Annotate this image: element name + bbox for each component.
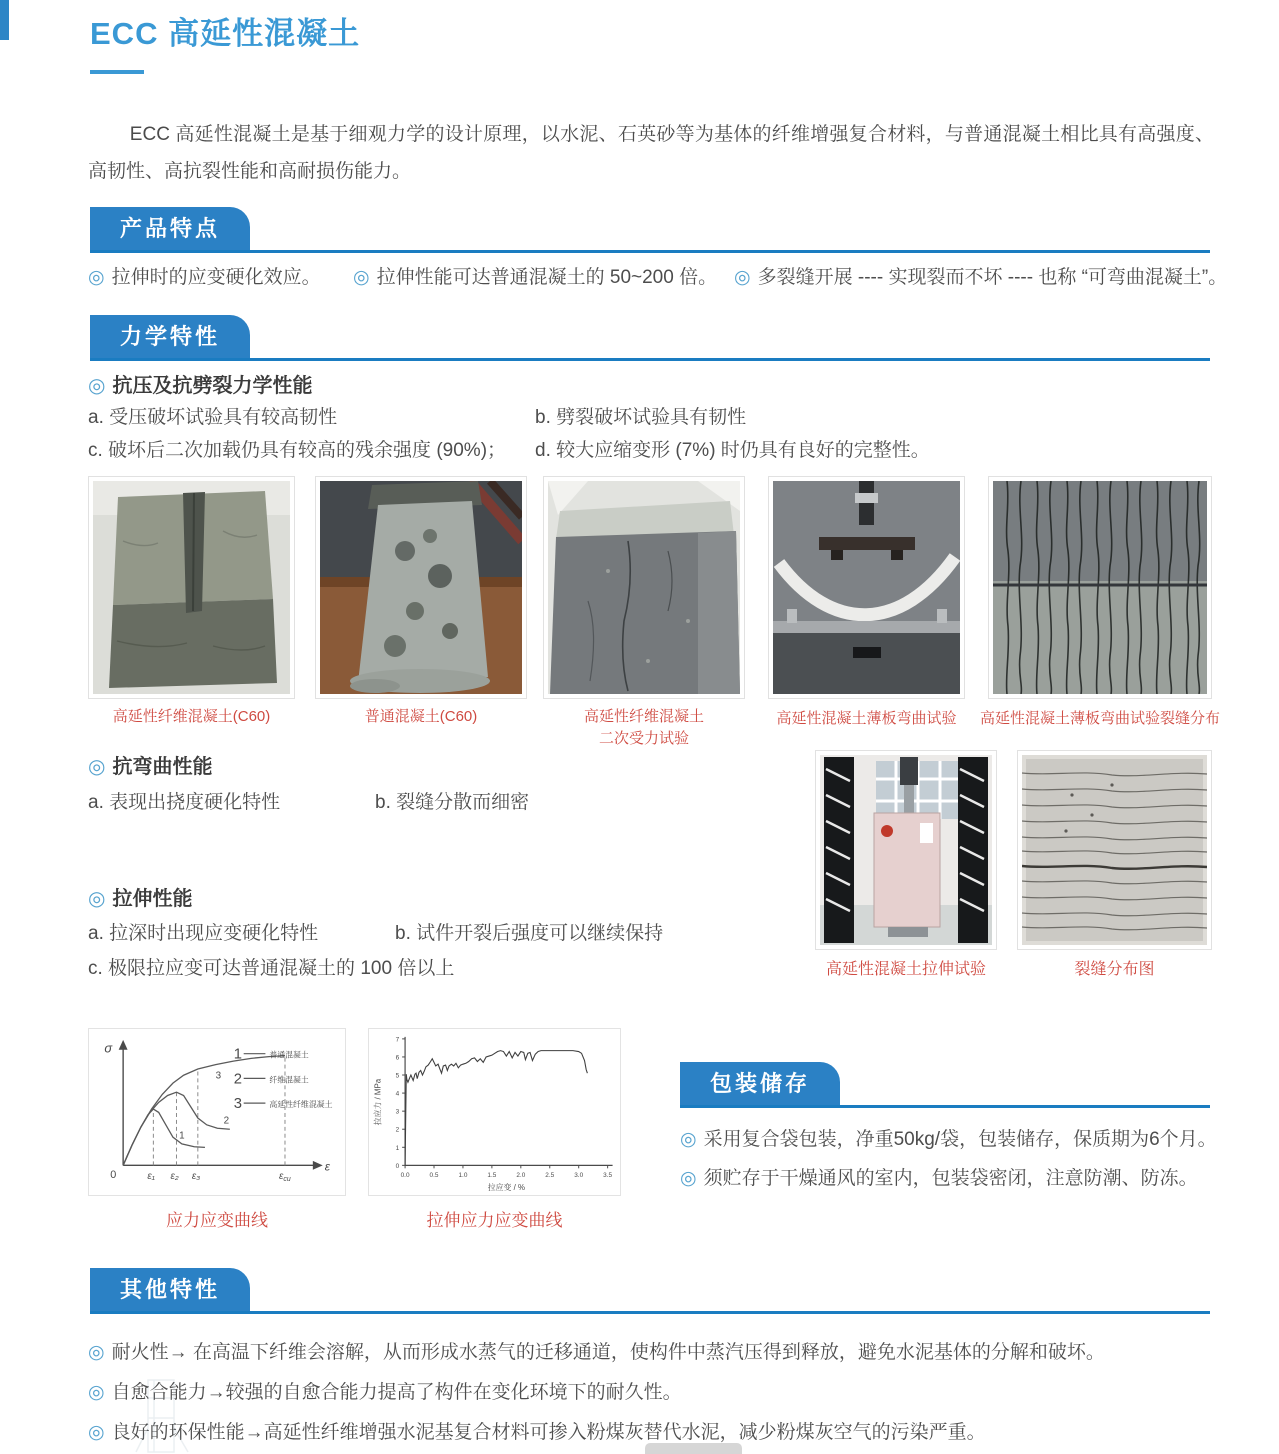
horizontal-cracks-image — [1022, 755, 1207, 945]
svg-text:3: 3 — [233, 1096, 243, 1113]
compression-item-a: a. 受压破坏试验具有较高韧性 — [88, 407, 338, 428]
photo-ecc-c60-compression — [88, 476, 295, 699]
tensile-chart-svg — [369, 1029, 620, 1195]
compression-item-c: c. 破坏后二次加载仍具有较高的残余强度 (90%)； — [88, 440, 507, 461]
svg-text:3.0: 3.0 — [574, 1172, 584, 1180]
crack-map-caption: 裂缝分布图 — [1074, 961, 1155, 978]
ring-bullet-icon: ◎ — [88, 888, 106, 910]
tension-item-b: b. 试件开裂后强度可以继续保持 — [395, 923, 664, 944]
ring-bullet-icon: ◎ — [734, 267, 751, 288]
ring-bullet-icon: ◎ — [680, 1168, 697, 1189]
title-underline — [90, 70, 144, 74]
svg-text:拉应变 / %: 拉应变 / % — [487, 1183, 525, 1193]
figure-caption-1: 高延性纤维混凝土(C60) — [112, 708, 271, 725]
bending-item-b: b. 裂缝分散而细密 — [375, 792, 530, 813]
svg-text:1.0: 1.0 — [458, 1172, 468, 1180]
figure-caption-5: 高延性混凝土薄板弯曲试验裂缝分布 — [980, 710, 1221, 727]
ring-bullet-icon: ◎ — [88, 1422, 105, 1443]
stress-strain-chart-caption: 应力应变曲线 — [166, 1211, 268, 1230]
stress-strain-chart — [88, 1028, 346, 1196]
section-other-heading: 其他特性 — [120, 1277, 221, 1302]
figure-caption-3: 高延性纤维混凝土 二次受力试验 — [583, 708, 704, 747]
packaging-item-2: ◎ 须贮存于干燥通风的室内，包装袋密闭，注意防潮、防冻。 — [680, 1168, 1198, 1189]
concrete-split-block-image — [93, 481, 290, 694]
figure-caption-2: 普通混凝土(C60) — [364, 708, 478, 725]
svg-text:2.0: 2.0 — [516, 1172, 526, 1180]
svg-text:εcu: $\varepsilon_{cu}$ — [279, 1171, 291, 1184]
tension-subheading: ◎ 拉伸性能 — [88, 888, 193, 910]
section-features-heading: 产品特点 — [120, 216, 221, 241]
svg-text:拉应力 / MPa: 拉应力 / MPa — [373, 1078, 383, 1126]
section-other-bar — [90, 1268, 1210, 1314]
crushed-concrete-image — [320, 481, 522, 694]
section-packaging-bar — [680, 1062, 1210, 1108]
figure-caption-4: 高延性混凝土薄板弯曲试验 — [776, 710, 957, 727]
svg-text:ε₁: ε₁ — [147, 1171, 155, 1183]
ring-bullet-icon: ◎ — [680, 1129, 697, 1150]
svg-text:3: 3 — [395, 1108, 400, 1116]
other-item-1: ◎ 耐火性→ 在高温下纤维会溶解，从而形成水蒸气的迁移通道，使构件中蒸汽压得到释放，避免水泥基体的分解和破坏。 — [88, 1342, 1105, 1363]
svg-text:1: 1 — [233, 1046, 243, 1063]
section-other-badge — [90, 1268, 250, 1311]
ring-bullet-icon: ◎ — [88, 267, 105, 288]
ring-bullet-icon: ◎ — [353, 267, 370, 288]
svg-text:7: 7 — [395, 1036, 400, 1044]
svg-text:2.5: 2.5 — [545, 1172, 555, 1180]
svg-text:4: 4 — [395, 1090, 400, 1098]
svg-text:0.5: 0.5 — [429, 1172, 439, 1180]
svg-text:6: 6 — [395, 1054, 400, 1062]
svg-text:5: 5 — [395, 1072, 400, 1080]
svg-text:1.5: 1.5 — [487, 1172, 497, 1180]
tensile-machine-image — [820, 755, 992, 945]
ring-bullet-icon: ◎ — [88, 375, 106, 397]
tension-item-c: c. 极限拉应变可达普通混凝土的 100 倍以上 — [88, 958, 455, 979]
tensile-stress-strain-chart — [368, 1028, 621, 1196]
section-features-bar — [90, 207, 1210, 253]
feature-item-2: ◎ 拉伸性能可达普通混凝土的 50~200 倍。 — [353, 267, 718, 288]
svg-text:3.5: 3.5 — [603, 1172, 613, 1180]
photo-ordinary-c60 — [315, 476, 527, 699]
bottom-page-artifact — [645, 1443, 742, 1454]
svg-text:0: 0 — [110, 1169, 117, 1182]
section-mechanics-bar — [90, 315, 1210, 361]
ring-bullet-icon: ◎ — [88, 756, 106, 778]
other-item-3: ◎ 良好的环保性能→高延性纤维增强水泥基复合材料可掺入粉煤灰替代水泥，减少粉煤灰空气的污染严重。 — [88, 1422, 986, 1443]
tension-item-a: a. 拉深时出现应变硬化特性 — [88, 923, 319, 944]
photo-tensile-test-machine — [815, 750, 997, 950]
svg-text:ε₃: ε₃ — [191, 1171, 201, 1183]
stress-strain-chart-svg — [89, 1029, 345, 1195]
section-packaging-heading: 包装储存 — [710, 1071, 811, 1096]
photo-ecc-secondary-load — [543, 476, 745, 699]
page-title: ECC 高延性混凝土 — [90, 16, 361, 51]
photo-bending-crack-distribution — [988, 476, 1212, 699]
svg-text:2: 2 — [395, 1126, 400, 1134]
feature-item-1: ◎ 拉伸时的应变硬化效应。 — [88, 267, 321, 288]
vertical-cracks-image — [993, 481, 1207, 694]
svg-text:1: 1 — [395, 1144, 400, 1152]
svg-text:普通混凝土: 普通混凝土 — [269, 1050, 309, 1060]
feature-item-3: ◎ 多裂缝开展 ---- 实现裂而不坏 ---- 也称 “可弯曲混凝土”。 — [734, 267, 1228, 288]
tensile-test-caption: 高延性混凝土拉伸试验 — [825, 961, 986, 978]
svg-text:2: 2 — [223, 1115, 230, 1127]
section-mechanics-heading: 力学特性 — [120, 324, 221, 349]
svg-text:1: 1 — [179, 1130, 185, 1142]
svg-text:3: 3 — [215, 1070, 222, 1082]
bending-subheading: ◎ 抗弯曲性能 — [88, 756, 213, 778]
svg-text:0: 0 — [395, 1162, 400, 1170]
svg-text:ε: ε — [324, 1159, 330, 1174]
other-item-2: ◎ 自愈合能力→较强的自愈合能力提高了构件在变化环境下的耐久性。 — [88, 1382, 682, 1403]
bending-item-a: a. 表现出挠度硬化特性 — [88, 792, 281, 813]
compression-item-d: d. 较大应缩变形 (7%) 时仍具有良好的完整性。 — [535, 440, 930, 461]
faint-watermark-sketch — [118, 1378, 208, 1454]
bending-machine-image — [773, 481, 960, 694]
svg-text:纤维混凝土: 纤维混凝土 — [269, 1075, 309, 1085]
svg-text:ε₂: ε₂ — [170, 1171, 179, 1183]
svg-text:2: 2 — [233, 1071, 243, 1088]
compression-subheading: ◎ 抗压及抗劈裂力学性能 — [88, 375, 313, 397]
section-features-badge — [90, 207, 250, 250]
gray-block-image — [548, 481, 740, 694]
ring-bullet-icon: ◎ — [88, 1382, 105, 1403]
compression-item-b: b. 劈裂破坏试验具有韧性 — [535, 407, 747, 428]
svg-text:高延性纤维混凝土: 高延性纤维混凝土 — [269, 1100, 333, 1110]
tensile-chart-caption: 拉伸应力应变曲线 — [426, 1211, 563, 1230]
ring-bullet-icon: ◎ — [88, 1342, 105, 1363]
section-packaging-badge — [680, 1062, 840, 1105]
corner-accent-bar — [0, 0, 9, 40]
intro-paragraph: ECC 高延性混凝土是基于细观力学的设计原理，以水泥、石英砂等为基体的纤维增强复合材料，与普通混凝土相比具有高强度、高韧性、高抗裂性能和高耐损伤能力。 — [88, 124, 1214, 182]
svg-text:σ: σ — [104, 1040, 113, 1056]
packaging-item-1: ◎ 采用复合袋包装，净重50kg/袋，包装储存，保质期为6个月。 — [680, 1129, 1217, 1150]
photo-thin-plate-bending-test — [768, 476, 965, 699]
photo-crack-distribution-map — [1017, 750, 1212, 950]
section-mechanics-badge — [90, 315, 250, 358]
svg-text:0.0: 0.0 — [400, 1172, 410, 1180]
